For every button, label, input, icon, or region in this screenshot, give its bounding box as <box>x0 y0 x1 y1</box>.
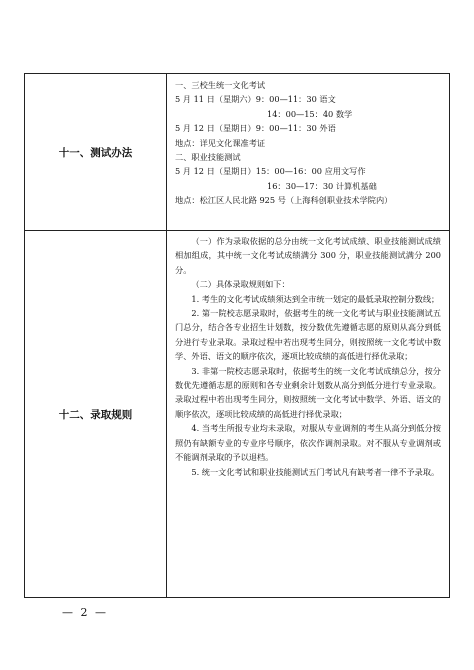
admission-rules-cell <box>167 231 450 598</box>
admission-table <box>24 73 450 598</box>
rule-paragraph: 1. 考生的文化考试成绩须达到全市统一划定的最低录取控制分数线； <box>191 293 440 304</box>
rule-paragraph: （一）作为录取依据的总分由统一文化考试成绩、职业技能测试成绩相加组成，其中统一文化考试成绩满分 300 分，职业技能测试满分 200 分。 <box>175 236 441 275</box>
test-line: 5 月 12 日（星期日）9：00—11：30 外语 <box>175 123 336 134</box>
test-line: 一、三校生统一文化考试 <box>175 80 266 90</box>
row-label-test-method: 十一、测试办法 <box>25 74 167 231</box>
rule-paragraph: 5. 统一文化考试和职业技能测试五门考试凡有缺考者一律不予录取。 <box>191 466 440 477</box>
rule-paragraph: 2. 第一院校志愿录取时，依据考生的统一文化考试与职业技能测试五门总分，结合各专业招生计划数，按分数优先遵循志愿的原则从高分到低分进行专业录取。录取过程中若出现考生同分，则按照统一文化考试中数学、外语、语文的顺序依次，逐项比较成绩的高低进行择优录取； <box>175 308 441 362</box>
test-line: 地点：详见文化课准考证 <box>175 137 266 148</box>
test-line: 16：30—17：30 计算机基础 <box>267 180 377 191</box>
test-line: 地点：松江区人民北路 925 号（上海科创职业技术学院内） <box>175 195 393 206</box>
test-line: 5 月 12 日（星期日）15：00—16：00 应用文写作 <box>175 166 366 177</box>
row-label-admission-rules: 十二、录取规则 <box>25 231 167 598</box>
page-number: — 2 — <box>62 606 108 619</box>
rule-paragraph: 3. 非第一院校志愿录取时，依据考生的统一文化考试成绩总分，按分数优先遵循志愿的原则和各专业剩余计划数从高分到低分进行专业录取。录取过程中若出现考生同分，则按照统一文化考试中数学、外语、语文的顺序依次，逐项比较成绩的高低进行择优录取； <box>175 365 441 419</box>
test-line: 14：00—15：40 数学 <box>267 108 353 119</box>
rule-paragraph: 4. 当考生所报专业均未录取，对服从专业调剂的考生从高分到低分按照仍有缺额专业的专业序号顺序，依次作调剂录取。对不服从专业调剂或不能调剂录取的予以退档。 <box>175 423 441 463</box>
table-row <box>25 231 450 598</box>
rule-paragraph: （二）具体录取规则如下： <box>191 279 290 290</box>
test-method-cell <box>167 74 450 231</box>
table-row <box>25 74 450 231</box>
test-line: 二、职业技能测试 <box>175 152 241 163</box>
test-line: 5 月 11 日（星期六）9：00—11：30 语文 <box>175 94 336 105</box>
